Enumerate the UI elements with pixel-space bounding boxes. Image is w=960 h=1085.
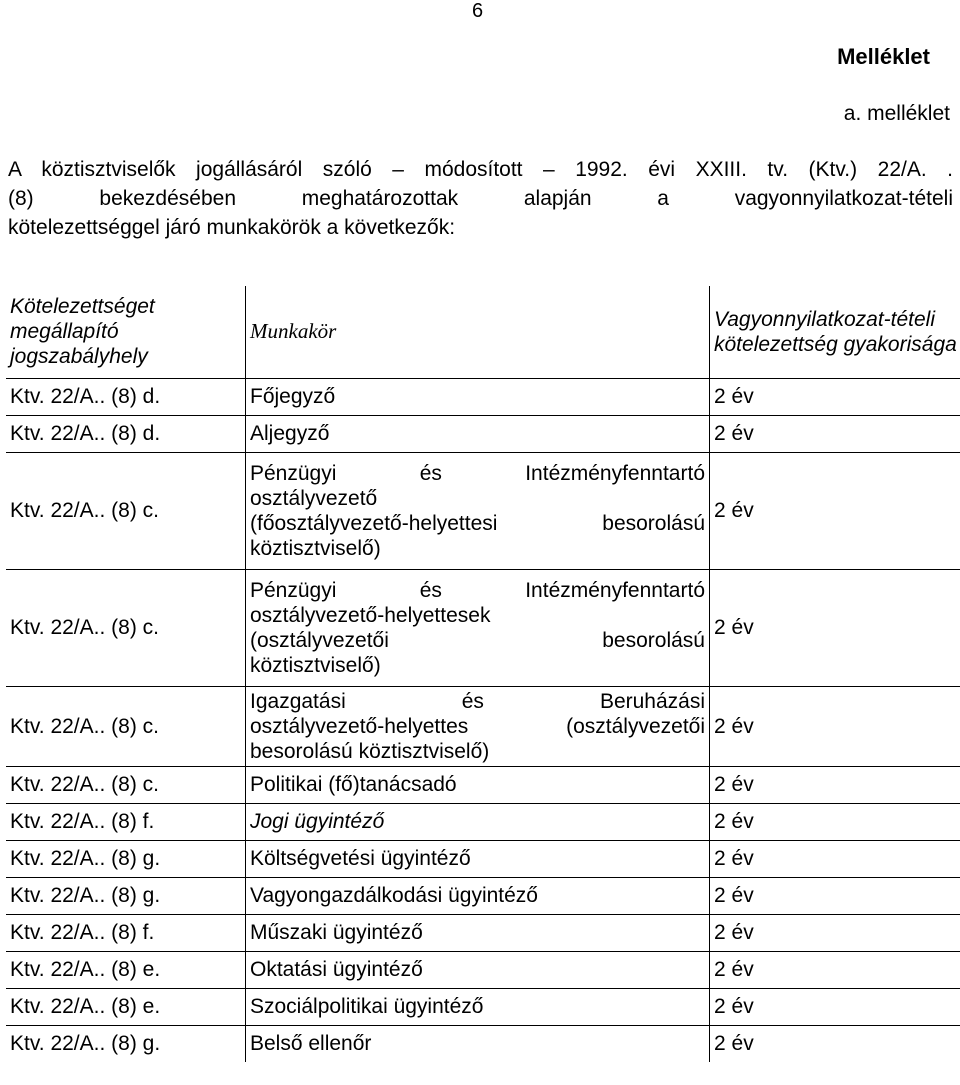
cell-frequency: 2 év (710, 1025, 960, 1062)
table-row (6, 877, 960, 914)
cell-basis: Ktv. 22/A.. (8) f. (6, 914, 246, 951)
position-line: (osztályvezetői besorolású (250, 628, 705, 652)
position-line: Igazgatási és Beruházási (250, 689, 705, 713)
cell-basis: Ktv. 22/A.. (8) g. (6, 1025, 246, 1062)
intro-line: kötelezettséggel járó munkakörök a következők: (8, 216, 456, 239)
cell-basis: Ktv. 22/A.. (8) c. (6, 569, 246, 686)
position-line: köztisztviselő) (250, 653, 381, 677)
position-line: (főosztályvezető-helyettesi besorolású (250, 511, 705, 535)
cell-position: Költségvetési ügyintéző (246, 840, 710, 877)
header-position: Munkakör (246, 286, 710, 378)
cell-basis: Ktv. 22/A.. (8) f. (6, 803, 246, 840)
position-line: osztályvezető-helyettesek (250, 603, 491, 627)
cell-position: Jogi ügyintéző (246, 803, 710, 840)
cell-basis: Ktv. 22/A.. (8) g. (6, 877, 246, 914)
position-line: osztályvezető (250, 486, 378, 510)
positions-table (6, 286, 960, 1062)
cell-position: Oktatási ügyintéző (246, 951, 710, 988)
cell-frequency: 2 év (710, 803, 960, 840)
cell-position (246, 569, 710, 686)
table-row (6, 686, 960, 766)
table-row (6, 415, 960, 452)
table-header-row (6, 286, 960, 378)
cell-frequency: 2 év (710, 840, 960, 877)
position-line: Pénzügyi és Intézményfenntartó (250, 578, 705, 602)
cell-basis: Ktv. 22/A.. (8) d. (6, 378, 246, 415)
cell-basis: Ktv. 22/A.. (8) e. (6, 951, 246, 988)
cell-position (246, 686, 710, 766)
position-line: besorolású köztisztviselő) (250, 739, 490, 763)
table-row (6, 378, 960, 415)
cell-frequency: 2 év (710, 378, 960, 415)
cell-basis: Ktv. 22/A.. (8) e. (6, 988, 246, 1025)
position-line: Pénzügyi és Intézményfenntartó (250, 461, 705, 485)
table-row (6, 988, 960, 1025)
table-row (6, 914, 960, 951)
cell-position: Vagyongazdálkodási ügyintéző (246, 877, 710, 914)
cell-position: Aljegyző (246, 415, 710, 452)
annex-title: Melléklet (837, 44, 930, 69)
header-legal-basis: Kötelezettséget megállapító jogszabályhely (10, 295, 155, 369)
position-line: osztályvezető-helyettes (osztályvezetői (250, 714, 705, 738)
intro-line: (8) bekezdésében meghatározottak alapján a vagyonnyilatkozat-tételi (8, 187, 953, 210)
cell-frequency: 2 év (710, 877, 960, 914)
cell-basis: Ktv. 22/A.. (8) c. (6, 686, 246, 766)
cell-position (246, 452, 710, 569)
table-row (6, 766, 960, 803)
cell-basis: Ktv. 22/A.. (8) d. (6, 415, 246, 452)
header-frequency: Vagyonnyilatkozat-tételi kötelezettség gyakorisága (710, 286, 960, 378)
page-number: 6 (472, 0, 484, 22)
cell-position: Műszaki ügyintéző (246, 914, 710, 951)
cell-basis: Ktv. 22/A.. (8) g. (6, 840, 246, 877)
cell-position: Politikai (fő)tanácsadó (246, 766, 710, 803)
cell-frequency: 2 év (710, 766, 960, 803)
cell-frequency: 2 év (710, 569, 960, 686)
intro-paragraph (8, 155, 953, 242)
table-row (6, 452, 960, 569)
cell-basis: Ktv. 22/A.. (8) c. (6, 452, 246, 569)
cell-frequency: 2 év (710, 951, 960, 988)
table-row (6, 840, 960, 877)
intro-line: A köztisztviselők jogállásáról szóló – módosított – 1992. évi XXIII. tv. (Ktv.) 22/A. . (8, 158, 953, 181)
table-row (6, 569, 960, 686)
cell-frequency: 2 év (710, 452, 960, 569)
annex-subtitle: a. melléklet (843, 102, 950, 125)
cell-basis: Ktv. 22/A.. (8) c. (6, 766, 246, 803)
cell-position: Főjegyző (246, 378, 710, 415)
cell-frequency: 2 év (710, 415, 960, 452)
cell-frequency: 2 év (710, 988, 960, 1025)
cell-position: Szociálpolitikai ügyintéző (246, 988, 710, 1025)
table-row (6, 803, 960, 840)
table-row (6, 951, 960, 988)
position-line: köztisztviselő) (250, 536, 381, 560)
cell-position: Belső ellenőr (246, 1025, 710, 1062)
table-row (6, 1025, 960, 1062)
cell-frequency: 2 év (710, 914, 960, 951)
cell-frequency: 2 év (710, 686, 960, 766)
